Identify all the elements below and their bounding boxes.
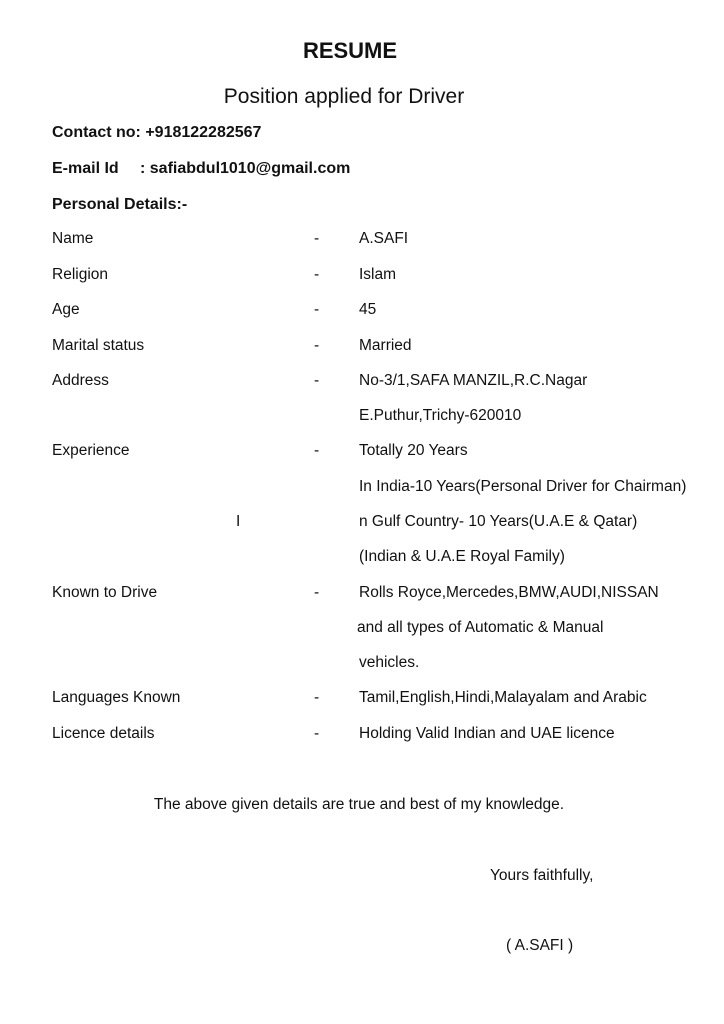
marital-status-value: Married	[359, 337, 412, 354]
age-separator: -	[314, 301, 320, 318]
address-label: Address	[52, 372, 109, 389]
licence-separator: -	[314, 725, 320, 742]
known-to-drive-label: Known to Drive	[52, 584, 158, 601]
closing-salutation: Yours faithfully,	[490, 867, 594, 884]
page-title: RESUME	[302, 38, 398, 63]
position-applied: Position applied for Driver	[223, 85, 465, 108]
address-separator: -	[314, 372, 320, 389]
signature-name: ( A.SAFI )	[506, 937, 574, 954]
known-to-drive-brands: Rolls Royce,Mercedes,BMW,AUDI,NISSAN	[359, 584, 659, 601]
declaration-statement: The above given details are true and best of my knowledge.	[153, 796, 565, 813]
known-to-drive-separator: -	[314, 584, 320, 601]
religion-label: Religion	[52, 266, 109, 283]
experience-total: Totally 20 Years	[359, 442, 468, 459]
licence-label: Licence details	[52, 725, 155, 742]
experience-gulf: n Gulf Country- 10 Years(U.A.E & Qatar)	[359, 513, 638, 530]
licence-value: Holding Valid Indian and UAE licence	[359, 725, 615, 742]
languages-label: Languages Known	[52, 689, 181, 706]
address-line-1: No-3/1,SAFA MANZIL,R.C.Nagar	[359, 372, 588, 389]
known-to-drive-types: and all types of Automatic & Manual	[357, 619, 604, 636]
name-value: A.SAFI	[359, 230, 409, 247]
experience-separator: -	[314, 442, 320, 459]
name-separator: -	[314, 230, 320, 247]
age-value: 45	[359, 301, 377, 318]
experience-stray-letter: I	[236, 513, 241, 530]
known-to-drive-vehicles: vehicles.	[359, 654, 420, 671]
experience-india: In India-10 Years(Personal Driver for Chairman)	[359, 478, 687, 495]
email-label: E-mail Id	[52, 160, 119, 177]
marital-status-label: Marital status	[52, 337, 145, 354]
marital-status-separator: -	[314, 337, 320, 354]
languages-separator: -	[314, 689, 320, 706]
languages-value: Tamil,English,Hindi,Malayalam and Arabic	[359, 689, 647, 706]
religion-separator: -	[314, 266, 320, 283]
address-line-2: E.Puthur,Trichy-620010	[359, 407, 522, 424]
age-label: Age	[52, 301, 80, 318]
contact-number: Contact no: +918122282567	[52, 124, 262, 141]
experience-label: Experience	[52, 442, 130, 459]
personal-details-heading: Personal Details:-	[52, 196, 188, 213]
email-value: : safiabdul1010@gmail.com	[140, 160, 351, 177]
religion-value: Islam	[359, 266, 397, 283]
experience-royal-family: (Indian & U.A.E Royal Family)	[359, 548, 565, 565]
name-label: Name	[52, 230, 94, 247]
